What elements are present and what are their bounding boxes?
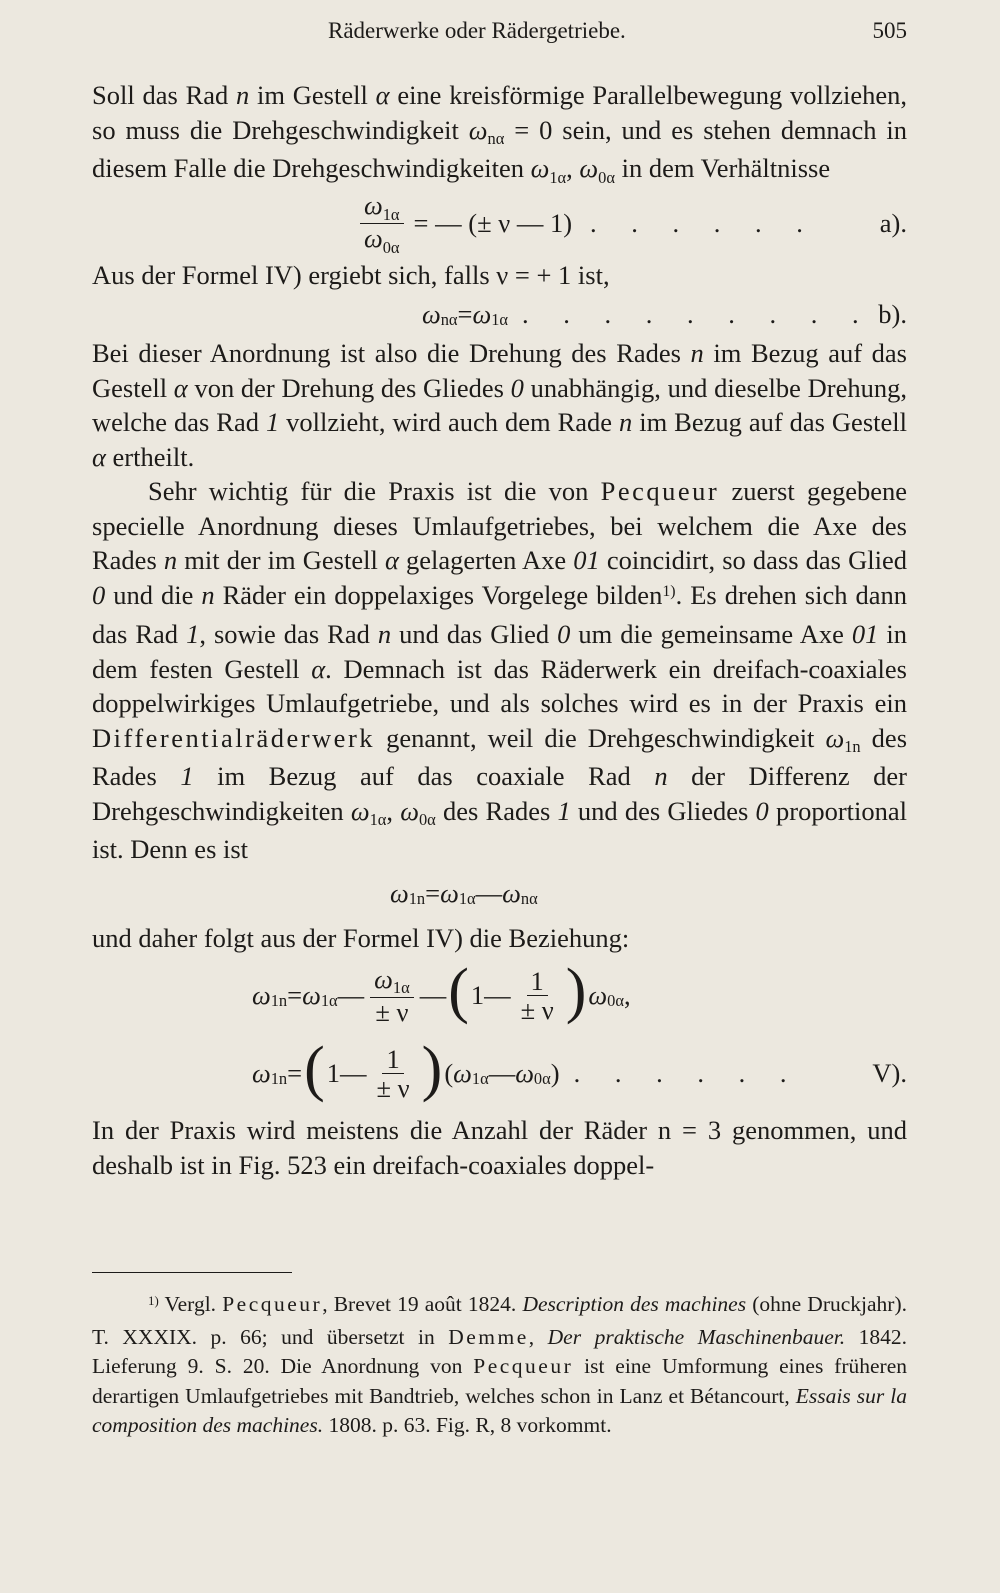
fraction: $\frac{1}{\pm \nu}$: [376, 1043, 410, 1103]
equation-b: ω nα = ω 1α . . . . . . . . . b).: [92, 294, 907, 334]
equation-a: $\frac{\omega_{1\alpha}}{\omega_{0\alpha}}$ = — (± ν — 1) . . . . . . a).: [92, 192, 907, 256]
fraction: $\frac{\omega_{1\alpha}}{\pm \nu}$: [370, 965, 414, 1026]
fraction: $\frac{1}{\pm \nu}$: [520, 965, 554, 1025]
fraction: $\frac{\omega_{1\alpha}}{\omega_{0\alpha}}$: [360, 191, 404, 256]
paragraph-1: Soll das Rad n im Gestell α eine kreisförmige Parallelbewegung vollziehen, so muss die Drehgeschwindigkeit $\omega_{n\alpha} = 0$ sein, und es stehen demnach in diesem Falle die Drehgeschwindigkeiten $\omega_{1\alpha}$, $\omega_{0\alpha}$ in dem Verhältnisse: [92, 80, 907, 187]
running-header: [92, 18, 907, 52]
equation-v: ω 1n = ( 1 — $\frac{1}{\pm \nu}$ ) ( ω 1α — ω 0α ) . . . . . . V).: [252, 1035, 907, 1103]
equation-label: V).: [872, 1057, 907, 1088]
equation-label: b).: [878, 298, 907, 329]
footnote: $^{1)}$ Vergl. Pecqueur, Brevet 19 août 1824. Description des machines (ohne Druckjahr). T. XXXIX. p. 66; und übersetzt in Demme, Der praktische Maschinenbauer. 1842. Lieferung 9. S. 20. Die Anordnung von Pecqueur ist eine Umformung eines früheren derartigen Umlaufgetriebes mit Bandtrieb, welches schon in Lanz et Bétancourt, Essais sur la composition des machines. 1808. p. 63. Fig. R, 8 vorkommt.: [92, 1292, 908, 1437]
paragraph-2: Aus der Formel IV) ergiebt sich, falls ν = + 1 ist,: [92, 259, 610, 290]
paragraph-6: In der Praxis wird meistens die Anzahl der Räder n = 3 genommen, und deshalb ist in Fig. 523 ein dreifach-coaxiales doppel-: [92, 1115, 907, 1180]
equation-label: a).: [879, 208, 907, 239]
footnote-ref: 1): [662, 582, 676, 600]
footnote-divider: [92, 1272, 292, 1273]
equation-d: ω 1n = ω 1α — $\frac{\omega_{1\alpha}}{\pm \nu}$ — ( 1 — $\frac{1}{\pm \nu}$ ) ω 0α ,: [252, 957, 631, 1027]
paragraph-4: Sehr wichtig für die Praxis ist die von Pecqueur zuerst gegebene specielle Anordnung dieses Umlaufgetriebes, bei welchem die Axe des Rades n mit der im Gestell α gelagerten Axe 01 coincidirt, so dass das Glied 0 und die n Räder ein doppelaxiges Vorgelege bilden$^{1)}$. Es drehen sich dann das Rad 1, sowie das Rad n und das Glied 0 um die gemeinsame Axe 01 in dem festen Gestell α. Demnach ist das Räderwerk ein dreifach-coaxiales doppelwirkiges Umlaufgetriebe, und als solches wird es in der Praxis ein Differentialräderwerk genannt, weil die Drehgeschwindigkeit $\omega_{1n}$ des Rades 1 im Bezug auf das coaxiale Rad n der Differenz der Drehgeschwindigkeiten $\omega_{1\alpha}$, $\omega_{0\alpha}$ des Rades 1 und des Gliedes 0 proportional ist. Denn es ist: [92, 476, 908, 864]
page-number: 505: [872, 18, 907, 43]
equation-c: ω 1n = ω 1α — ω nα: [390, 878, 538, 909]
paragraph-3: Bei dieser Anordnung ist also die Drehung des Rades n im Bezug auf das Gestell α von der Drehung des Gliedes 0 unabhängig, und dieselbe Drehung, welche das Rad 1 vollzieht, wird auch dem Rade n im Bezug auf das Gestell α ertheilt.: [92, 338, 908, 472]
main-text: [92, 78, 907, 1182]
running-title: Räderwerke oder Rädergetriebe.: [328, 18, 626, 43]
paragraph-5: und daher folgt aus der Formel IV) die Beziehung:: [92, 922, 630, 953]
footnote-mark: 1): [148, 1293, 159, 1308]
